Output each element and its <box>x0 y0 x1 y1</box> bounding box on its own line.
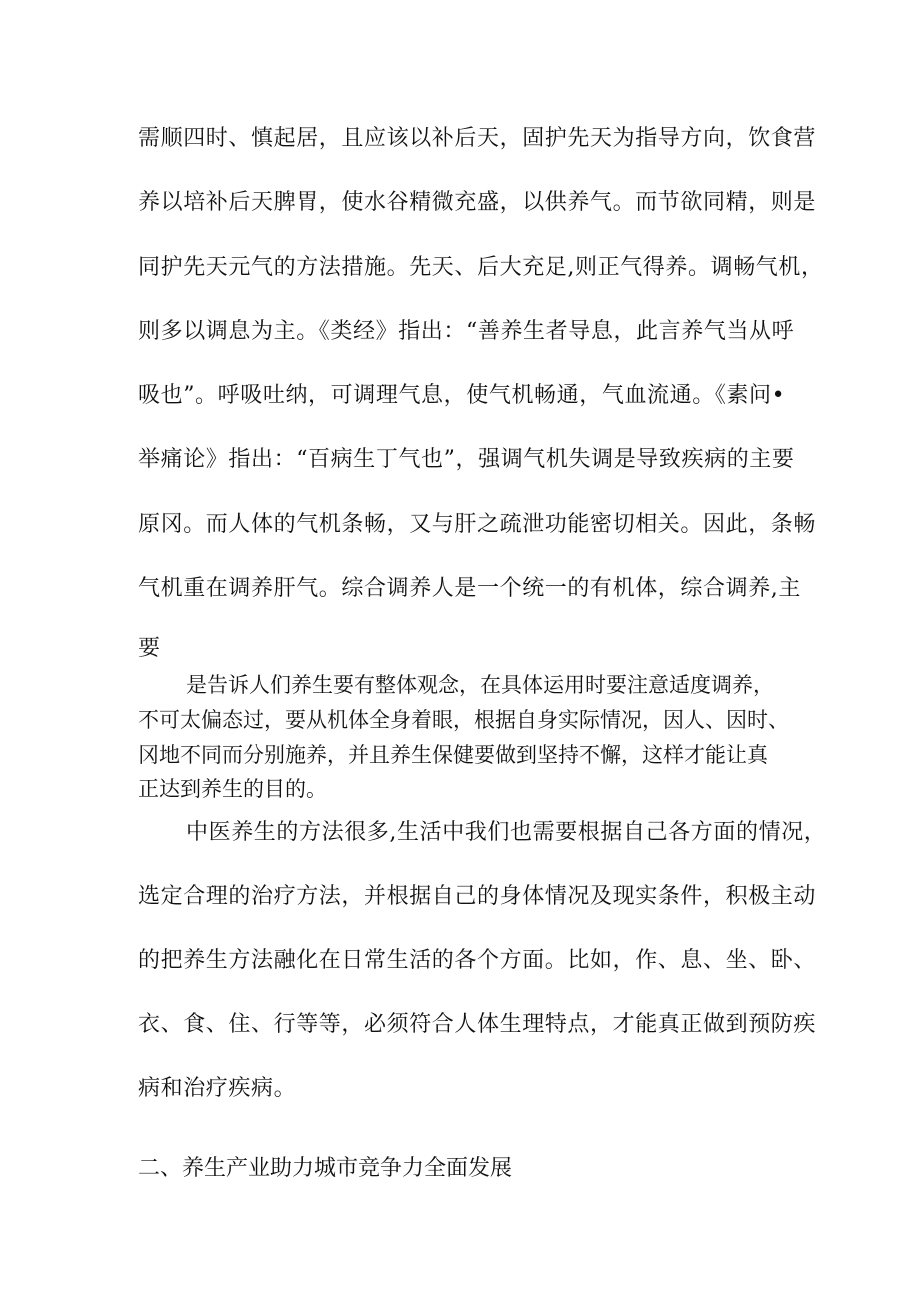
paragraph-3-line-1: 中医养生的方法很多,生活中我们也需要根据自己各方面的情况， <box>186 820 827 845</box>
paragraph-3-line-2: 选定合理的治疗方法，并根据自己的身体情况及现实条件，积极主动 <box>138 884 817 909</box>
paragraph-2-line-2: 不可太偏态过，要从机体全身着眼，根据自身实际情况，因人、因时、 <box>138 708 789 732</box>
paragraph-1-line-3: 同护先天元气的方法措施。先天、后大充足,则正气得养。调畅气机， <box>138 255 824 280</box>
section-heading: 二、养生产业助力城市竞争力全面发展 <box>138 1156 513 1181</box>
paragraph-2-line-1: 是告诉人们养生要有整体观念，在具体运用时要注意适度调养， <box>186 673 774 697</box>
paragraph-3-line-3: 的把养生方法融化在日常生活的各个方面。比如，作、息、坐、卧、 <box>138 948 817 973</box>
paragraph-3-line-4: 衣、食、住、行等等，必须符合人体生理特点，才能真正做到预防疾 <box>138 1012 817 1037</box>
paragraph-1-line-7: 原冈。而人体的气机条畅，又与肝之疏泄功能密切相关。因此，条畅 <box>138 512 817 537</box>
paragraph-1-line-4: 则多以调息为主。《类经》指出：“善养生者导息，此言养气当从呼 <box>138 319 795 344</box>
paragraph-1-line-6: 举痛论》指出：“百病生丁气也”，强调气机失调是导致疾病的主要 <box>138 447 795 472</box>
paragraph-1-line-9: 要 <box>138 636 161 661</box>
paragraph-3-line-5: 病和治疗疾病。 <box>138 1076 297 1101</box>
paragraph-1-line-5: 吸也”。呼吸吐纳，可调理气息，使气机畅通，气血流通。《素问• <box>138 383 786 408</box>
paragraph-1-line-8: 气机重在调养肝气。综合调养人是一个统一的有机体，综合调养,主 <box>138 576 801 601</box>
paragraph-1-line-1: 需顺四时、慎起居，且应该以补后天，固护先天为指导方向，饮食营 <box>138 126 817 151</box>
paragraph-2-line-4: 正达到养生的目的。 <box>138 777 327 801</box>
paragraph-1-line-2: 养以培补后天脾胃，使水谷精微充盛，以供养气。而节欲同精，则是 <box>138 190 817 215</box>
paragraph-2-line-3: 冈地不同而分别施养，并且养生保健要做到坚持不懈，这样才能让真 <box>138 743 768 767</box>
